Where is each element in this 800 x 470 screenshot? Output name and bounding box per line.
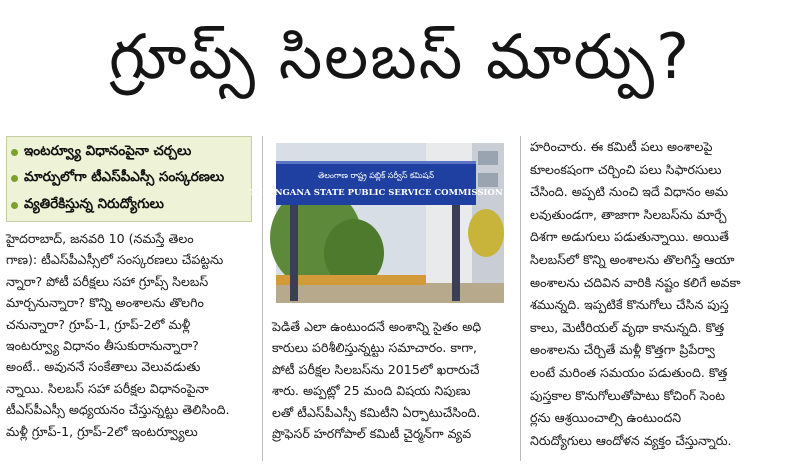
headline: గ్రూప్స్ సిలబస్ మార్పు? xyxy=(108,20,692,93)
text-line: హరించారు. ఈ కమిటీ పలు అంశాలపై xyxy=(530,139,713,154)
text-line: శమున్నది. ఇప్పటికే కొనుగోలు చేసిన పుస్త xyxy=(530,297,729,313)
text-line: పెడితే ఎలా ఉంటుందనే అంశాన్ని సైతం అధి xyxy=(272,319,482,334)
text-line: చేసింది. అప్పటి నుంచి ఇదే విధానం అమ xyxy=(530,184,729,200)
column-divider xyxy=(262,136,263,461)
tspsc-building-photo xyxy=(249,143,504,303)
text-line: న్నారా? పోటీ పరీక్షలు సహా గ్రూప్స్ సిలబస్ xyxy=(6,273,209,289)
text-line: టీఎస్‌పీఎస్సీ అధ్యయనం చేస్తున్నట్టు తెలిసింది. xyxy=(6,402,230,418)
highlight-text: వ్యతిరేకిస్తున్న నిరుద్యోగులు xyxy=(24,195,164,212)
text-line: ర్లను ఆశ్రయించాల్సి ఉంటుందని xyxy=(530,410,682,426)
text-line: శారు. అప్పట్లో 25 మంది విషయ నిపుణు xyxy=(272,383,471,399)
text-line: కారులు పరిశీలిస్తున్నట్టు సమాచారం. కాగా, xyxy=(272,340,477,356)
text-line: లవుతుండగా, తాజాగా సిలబస్‌ను మార్చే xyxy=(530,206,727,222)
text-line: పోటీ పరీక్షల సిలబస్‌ను 2015లో ఖరారుచే xyxy=(272,361,480,377)
text-line: దిశగా అడుగులు పడుతున్నాయి. అయితే xyxy=(530,229,729,245)
text-line: ప్రొఫెసర్ హరగోపాల్ కమిటీ చైర్మన్‌గా వ్యవ xyxy=(272,426,472,442)
text-line: లతో టీఎస్‌పీఎస్సీ కమిటీని ఏర్పాటుచేసింది. xyxy=(272,404,481,420)
text-line: అంశాలను చేర్చితే మళ్లీ కొత్తగా ప్రిపేర్వా xyxy=(530,342,715,358)
highlight-text: మార్పులోగా టీఎస్‌పీఎస్సీ సంస్కరణలు xyxy=(24,169,225,186)
text-line: కూలంకషంగా చర్చించి పలు సిఫారసులు xyxy=(530,161,722,177)
text-line: లంటే మరింత సమయం పడుతుంది. కొత్త xyxy=(530,364,728,380)
article-column-3 xyxy=(530,136,792,461)
sign-english-text: TELANGANA STATE PUBLIC SERVICE COMMISSION xyxy=(249,188,503,198)
text-line: చనున్నారా? గ్రూప్-1, గ్రూప్-2లో మళ్లీ xyxy=(6,316,191,332)
sign-telugu-text: తెలంగాణ రాష్ట్ర పబ్లిక్ సర్వీస్ కమిషన్ xyxy=(318,171,434,180)
article-column-1 xyxy=(6,136,252,466)
article-column-2 xyxy=(272,316,512,456)
text-line: పుస్తకాల కొనుగోలుతోపాటు కోచింగ్ సెంట xyxy=(530,387,725,403)
text-line: న్నాయి. సిలబస్ సహా పరీక్షల విధానంపైనా xyxy=(6,380,209,396)
text-line: మార్చనున్నారా? కొన్ని అంశాలను తొలగిం xyxy=(6,295,204,311)
text-line: ఇంటర్వ్యూ విధానం తీసుకురానున్నారా? xyxy=(6,338,199,354)
text-line: అంశాలను చదివిన వారికి నష్టం కలిగే అవకా xyxy=(530,274,741,290)
text-line: నిరుద్యోగులు ఆందోళన వ్యక్తం చేస్తున్నారు. xyxy=(530,432,732,448)
text-line: మళ్లీ గ్రూప్-1, గ్రూప్-2లో ఇంటర్వ్యూలు xyxy=(6,423,198,439)
text-line: కాలు, మెటీరియల్ వృథా కానున్నది. కొత్త xyxy=(530,319,725,335)
text-line: సిలబస్‌లో కొన్ని అంశాలను తొలగిస్తే ఆయా xyxy=(530,251,735,267)
highlight-text: ఇంటర్వ్యూ విధానంపైనా చర్చలు xyxy=(24,142,192,159)
text-line: అంటే.. అవుననే సంకేతాలు వెలువడుతు xyxy=(6,359,201,375)
column-divider xyxy=(520,136,521,461)
text-line: హైదరాబాద్, జనవరి 10 (నమస్తే తెలం xyxy=(6,231,194,246)
text-line: గాణ): టీఎస్‌పీఎస్సీలో సంస్కరణలు చేపట్టను xyxy=(6,252,224,268)
